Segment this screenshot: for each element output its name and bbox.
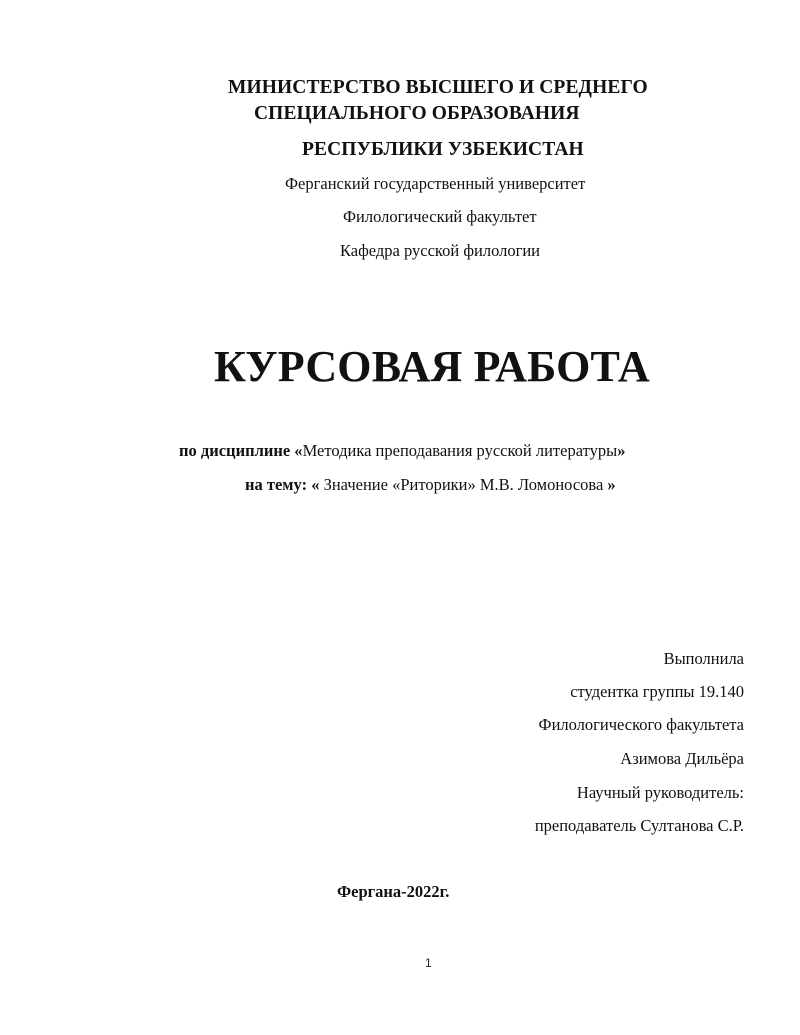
ministry-line-3: РЕСПУБЛИКИ УЗБЕКИСТАН xyxy=(302,139,584,160)
discipline-value: Методика преподавания русской литературы xyxy=(302,441,618,460)
topic-value: Значение «Риторики» М.В. Ломоносова xyxy=(319,475,608,494)
document-title: КУРСОВАЯ РАБОТА xyxy=(214,342,650,391)
student-group: студентка группы 19.140 xyxy=(570,682,744,701)
discipline-label: по дисциплине « xyxy=(179,441,303,460)
department-name: Кафедра русской филологии xyxy=(340,241,541,260)
supervisor-label: Научный руководитель: xyxy=(576,783,744,802)
topic-line xyxy=(245,477,616,494)
ministry-line-2: СПЕЦИАЛЬНОГО ОБРАЗОВАНИЯ xyxy=(254,103,580,124)
university-name: Ферганский государственный университет xyxy=(285,174,586,193)
student-name: Азимова Дильёра xyxy=(620,749,744,768)
discipline-close: » xyxy=(617,441,626,460)
faculty-name: Филологический факультет xyxy=(343,207,537,226)
ministry-line-1: МИНИСТЕРСТВО ВЫСШЕГО И СРЕДНЕГО xyxy=(228,77,648,98)
topic-close: » xyxy=(607,475,616,494)
page-number: 1 xyxy=(425,956,432,970)
topic-label: на тему: « xyxy=(245,475,320,494)
student-faculty: Филологического факультета xyxy=(538,715,744,734)
supervisor-name: преподаватель Султанова С.Р. xyxy=(534,816,744,835)
performed-label: Выполнила xyxy=(663,649,744,668)
city-year: Фергана-2022г. xyxy=(337,882,450,901)
discipline-line xyxy=(179,443,625,460)
